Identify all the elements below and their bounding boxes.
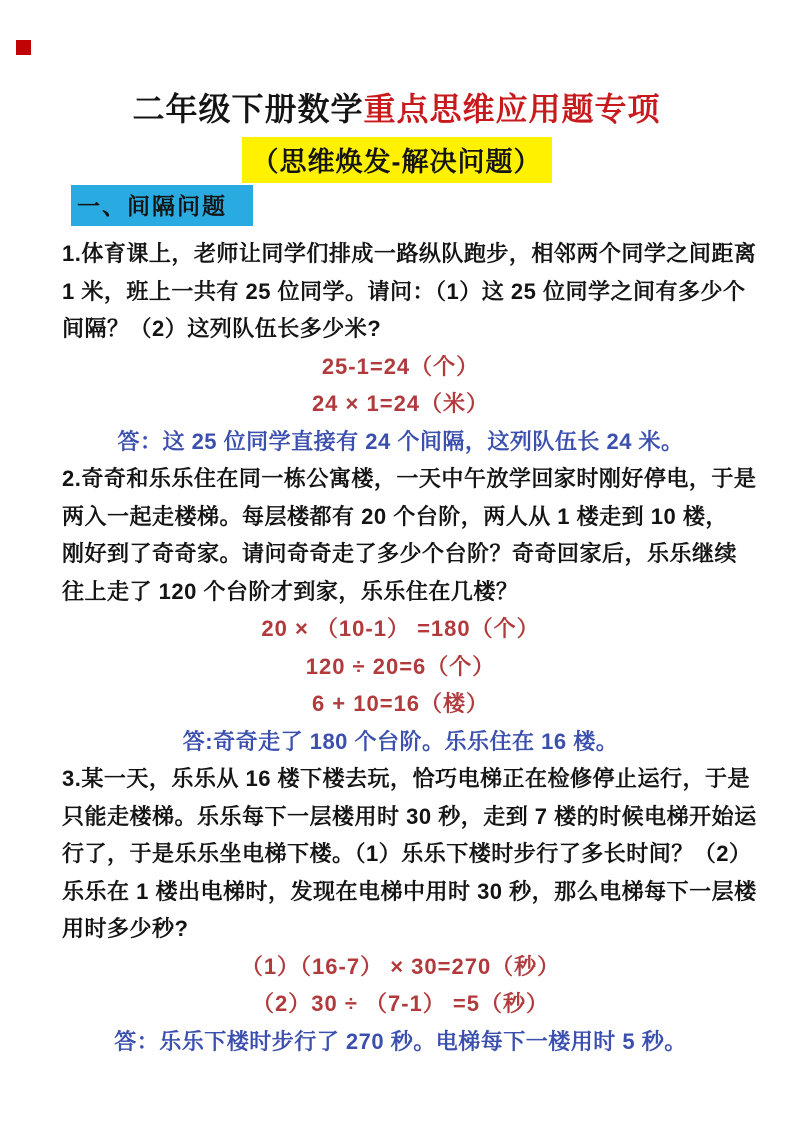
- problem-text-line: 行了，于是乐乐坐电梯下楼。（1）乐乐下楼时步行了多长时间？（2）: [62, 841, 752, 866]
- red-corner-mark-icon: [16, 40, 31, 55]
- problem-text-line: 乐乐在 1 楼出电梯时，发现在电梯中用时 30 秒，那么电梯每下一层楼: [62, 878, 757, 904]
- subtitle-row: [0, 137, 793, 183]
- equation-line: 20 × （10-1） =180（个）: [261, 616, 540, 641]
- problem-text-line: 往上走了 120 个台阶才到家，乐乐住在几楼？: [62, 578, 519, 604]
- page-title-red-part: 重点思维应用题专项: [363, 91, 661, 127]
- problem-text-line: 1.体育课上，老师让同学们排成一路纵队跑步，相邻两个同学之间距离: [62, 241, 757, 266]
- problem-3: [62, 760, 757, 1060]
- equation-line: （1）（16-7） × 30=270（秒）: [240, 953, 561, 979]
- equation-line: 25-1=24（个）: [321, 353, 480, 379]
- problem-text-line: 3.某一天，乐乐从 16 楼下楼去玩，恰巧电梯正在检修停止运行，于是: [62, 766, 751, 791]
- section-header-interval-problems: 一、间隔问题: [71, 185, 253, 226]
- answer-line: 答：这 25 位同学直接有 24 个间隔，这列队伍长 24 米。: [117, 428, 684, 454]
- problem-text-line: 只能走楼梯。乐乐每下一层楼用时 30 秒，走到 7 楼的时候电梯开始运: [62, 803, 757, 829]
- answer-line: 答:奇奇走了 180 个台阶。乐乐住在 16 楼。: [182, 728, 619, 754]
- problem-text-line: 刚好到了奇奇家。请问奇奇走了多少个台阶？奇奇回家后，乐乐继续: [62, 541, 738, 566]
- page-title: [0, 0, 793, 130]
- answer-line: 答：乐乐下楼时步行了 270 秒。电梯每下一楼用时 5 秒。: [114, 1028, 687, 1054]
- problem-text-line: 用时多少秒?: [62, 916, 189, 941]
- problems-container: [0, 226, 793, 1060]
- subtitle-highlighted: （思维焕发-解决问题）: [242, 137, 552, 183]
- equation-line: （2）30 ÷ （7-1） =5（秒）: [252, 991, 549, 1016]
- problem-2: [62, 460, 757, 760]
- equation-line: 6 + 10=16（楼）: [311, 691, 490, 716]
- problem-text-line: 2.奇奇和乐乐住在同一栋公寓楼，一天中午放学回家时刚好停电，于是: [62, 466, 757, 491]
- problem-text-line: 两入一起走楼梯。每层楼都有 20 个台阶，两人从 1 楼走到 10 楼，: [62, 503, 728, 529]
- page-title-black-part: 二年级下册数学: [132, 91, 364, 127]
- equation-line: 24 × 1=24（米）: [311, 391, 490, 416]
- problem-text-line: 间隔？（2）这列队伍长多少米?: [62, 316, 382, 341]
- problem-text-line: 1 米，班上一共有 25 位同学。请问：（1）这 25 位同学之间有多少个: [62, 278, 746, 304]
- section-header-row: [71, 185, 793, 226]
- problem-1: [62, 235, 757, 460]
- equation-line: 120 ÷ 20=6（个）: [305, 653, 496, 679]
